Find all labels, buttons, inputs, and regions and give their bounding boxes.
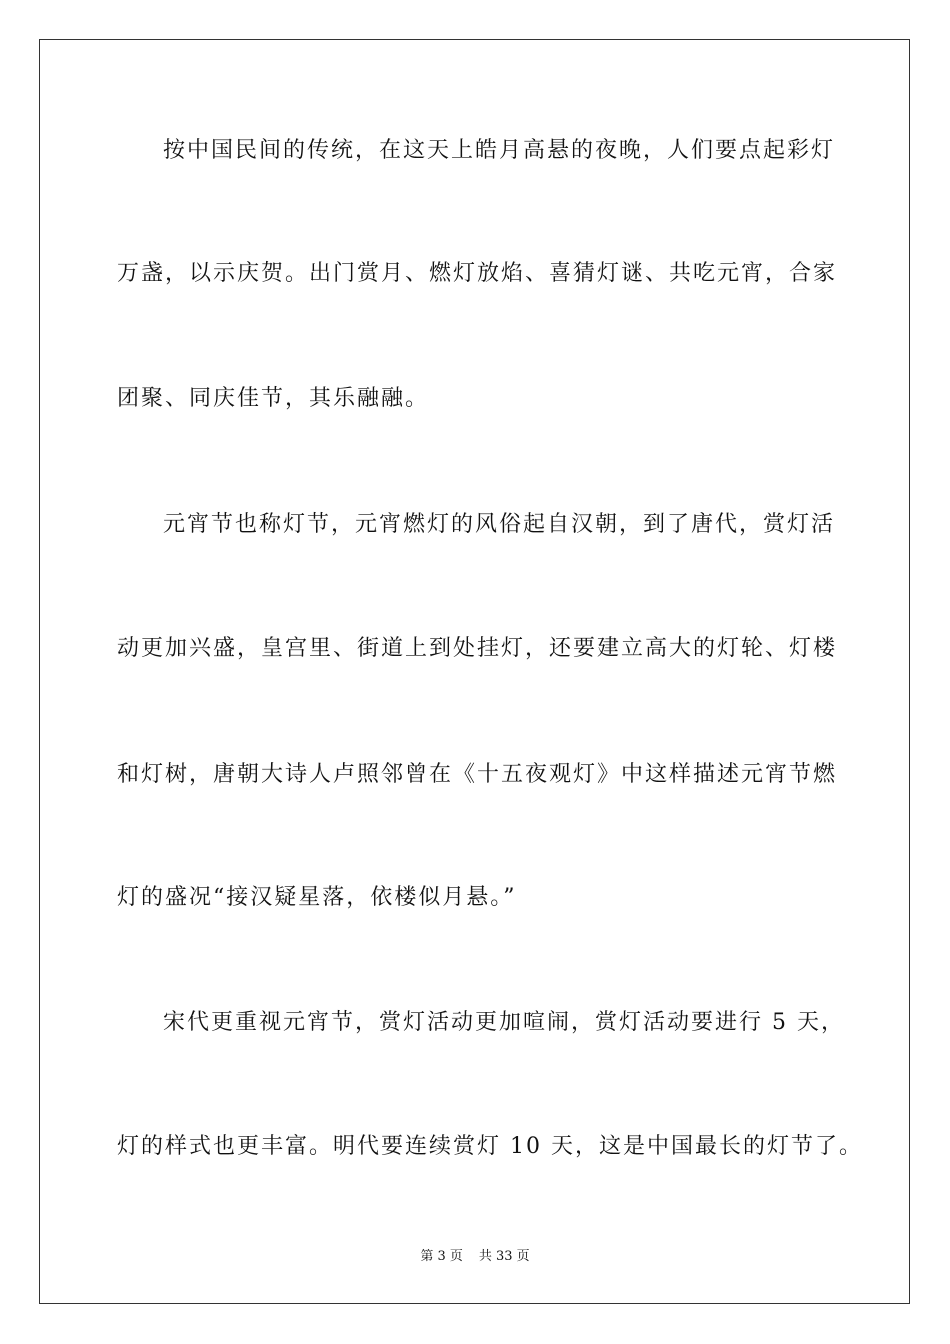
paragraph-2-line-2: 动更加兴盛，皇宫里、街道上到处挂灯，还要建立高大的灯轮、灯楼 bbox=[117, 636, 838, 661]
page-frame bbox=[39, 39, 910, 1304]
paragraph-1-line-1: 按中国民间的传统，在这天上皓月高悬的夜晚，人们要点起彩灯 bbox=[163, 138, 836, 163]
paragraph-3-line-1: 宋代更重视元宵节，赏灯活动更加喧闹，赏灯活动要进行 5 天， bbox=[163, 1010, 845, 1035]
page-total: 共 33 页 bbox=[478, 1249, 530, 1264]
paragraph-1-line-3: 团聚、同庆佳节，其乐融融。 bbox=[117, 386, 430, 411]
paragraph-1-line-2: 万盏，以示庆贺。出门赏月、燃灯放焰、喜猜灯谜、共吃元宵，合家 bbox=[117, 261, 838, 286]
paragraph-2-line-1: 元宵节也称灯节，元宵燃灯的风俗起自汉朝，到了唐代，赏灯活 bbox=[163, 512, 836, 537]
page-footer bbox=[0, 1248, 950, 1266]
paragraph-2-line-4: 灯的盛况“接汉疑星落，依楼似月悬。” bbox=[117, 885, 517, 910]
page-number: 第 3 页 bbox=[420, 1249, 463, 1264]
paragraph-3-line-2: 灯的样式也更丰富。明代要连续赏灯 10 天，这是中国最长的灯节了。 bbox=[117, 1134, 863, 1159]
paragraph-2-line-3: 和灯树，唐朝大诗人卢照邻曾在《十五夜观灯》中这样描述元宵节燃 bbox=[117, 762, 838, 787]
